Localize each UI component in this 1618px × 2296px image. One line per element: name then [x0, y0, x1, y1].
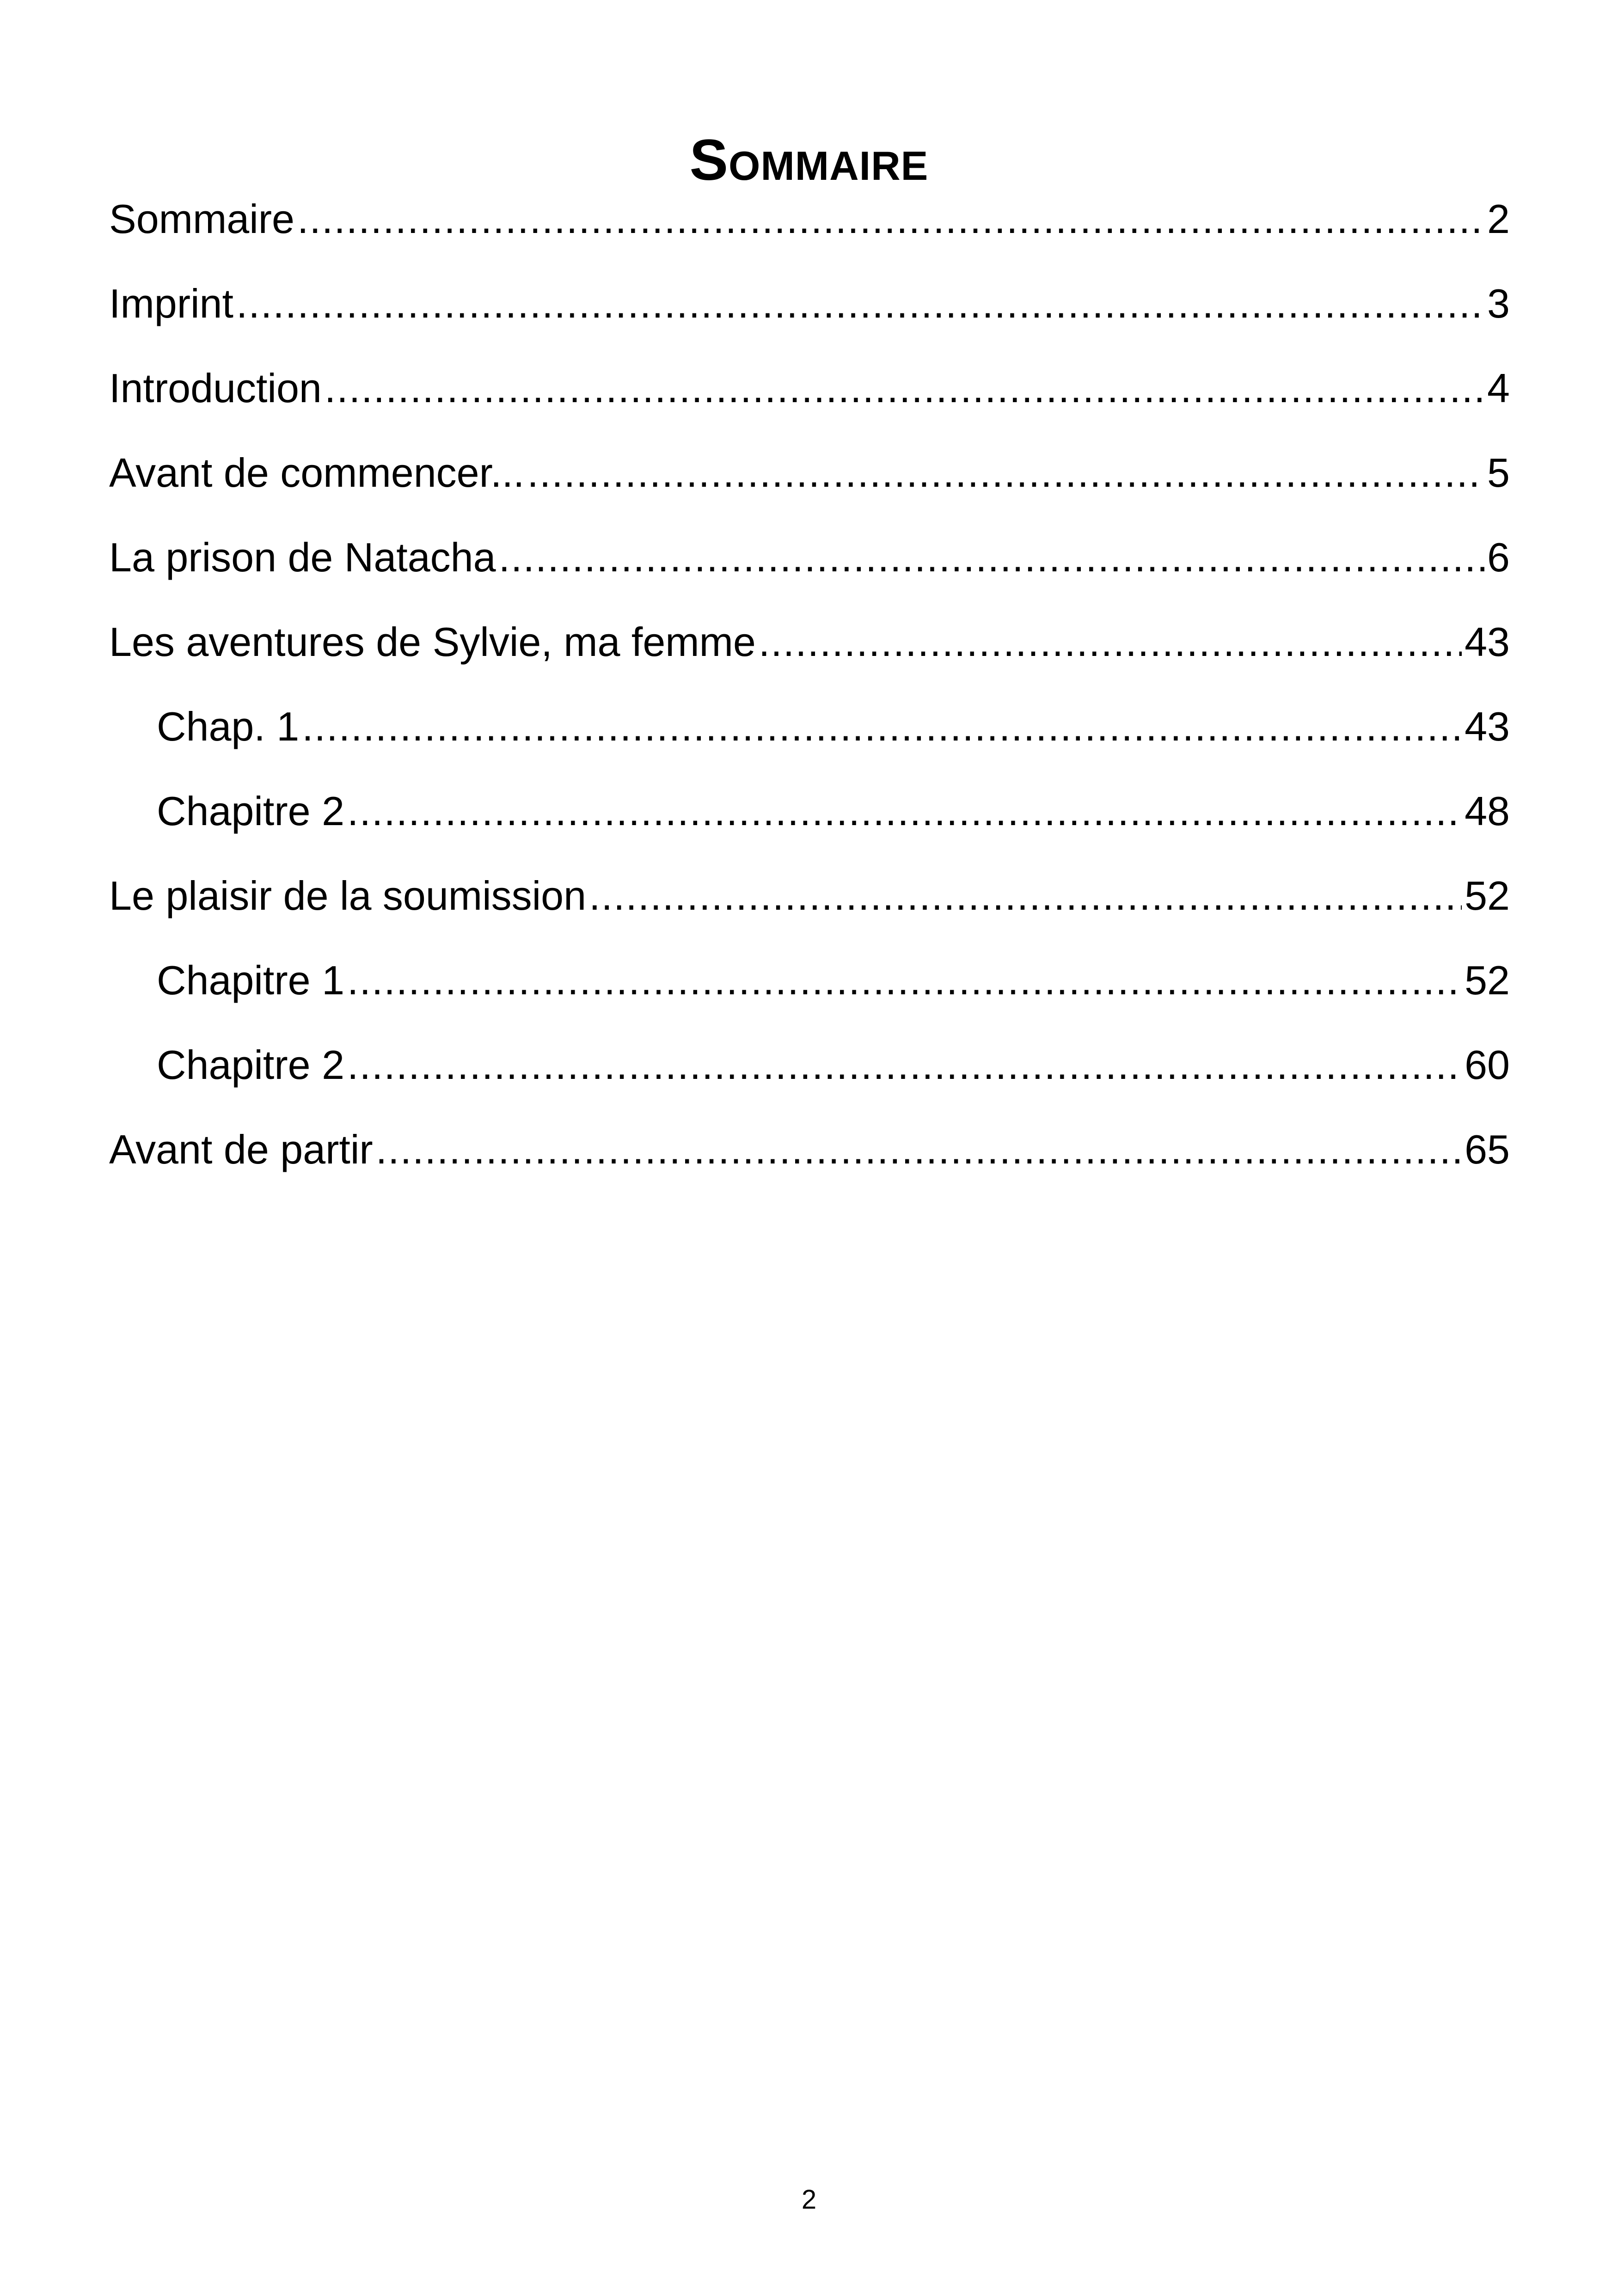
toc-entry-page: 6 [1487, 534, 1510, 580]
toc-leader-dots [297, 199, 1484, 239]
toc-entry-label: Chapitre 1 [157, 957, 345, 1003]
page-number: 2 [801, 2185, 817, 2215]
toc-entry[interactable] [109, 534, 1510, 622]
toc-entry[interactable] [109, 450, 1510, 537]
toc-leader-dots [325, 368, 1484, 409]
toc-entry-page: 5 [1487, 450, 1510, 496]
toc-leader-dots [347, 1045, 1462, 1085]
toc-entry-label: La prison de Natacha [109, 534, 496, 580]
toc-subentry[interactable] [109, 706, 1510, 791]
toc-leader-dots [376, 1129, 1462, 1170]
toc-subentry[interactable] [109, 1042, 1510, 1129]
toc-leader-dots [759, 622, 1462, 662]
toc-entry-label: Avant de commencer... [109, 450, 525, 496]
toc-entry-page: 4 [1487, 365, 1510, 411]
toc-entry-label: Le plaisir de la soumission [109, 873, 587, 918]
page-title-text: Sommaire [689, 128, 929, 192]
toc-leader-dots [527, 453, 1484, 493]
toc-entry-label: Sommaire [109, 196, 294, 242]
toc-leader-dots [347, 960, 1462, 1001]
toc-entry-label: Chap. 1 [157, 704, 300, 749]
toc-entry-page: 52 [1465, 873, 1510, 918]
toc-entry-label: Les aventures de Sylvie, ma femme [109, 619, 756, 665]
toc-entry-label: Introduction [109, 365, 322, 411]
toc-entry-label: Chapitre 2 [157, 1042, 345, 1088]
toc-entry-page: 43 [1465, 704, 1510, 749]
toc-leader-dots [499, 537, 1484, 578]
toc-entry-page: 43 [1465, 619, 1510, 665]
toc-leader-dots [236, 283, 1484, 324]
toc-subentry[interactable] [109, 957, 1510, 1045]
toc-entry-page: 60 [1465, 1042, 1510, 1088]
toc-entry[interactable] [109, 873, 1510, 960]
page-title [0, 128, 1618, 192]
toc-entry-label: Imprint [109, 281, 233, 326]
toc-entry-page: 65 [1465, 1127, 1510, 1172]
toc-entry-label: Chapitre 2 [157, 788, 345, 834]
toc-leader-dots [302, 706, 1462, 747]
toc-entry-page: 48 [1465, 788, 1510, 834]
toc-entry-page: 2 [1487, 196, 1510, 242]
table-of-contents [109, 196, 1510, 1214]
toc-entry-page: 52 [1465, 957, 1510, 1003]
toc-entry[interactable] [109, 619, 1510, 706]
toc-entry-page: 3 [1487, 281, 1510, 326]
toc-entry-label: Avant de partir [109, 1127, 373, 1172]
toc-leader-dots [347, 791, 1462, 832]
toc-entry[interactable] [109, 365, 1510, 453]
toc-entry[interactable] [109, 283, 1510, 368]
toc-leader-dots [589, 876, 1462, 916]
toc-entry[interactable] [109, 1129, 1510, 1214]
toc-entry[interactable] [109, 196, 1510, 283]
toc-subentry[interactable] [109, 788, 1510, 876]
